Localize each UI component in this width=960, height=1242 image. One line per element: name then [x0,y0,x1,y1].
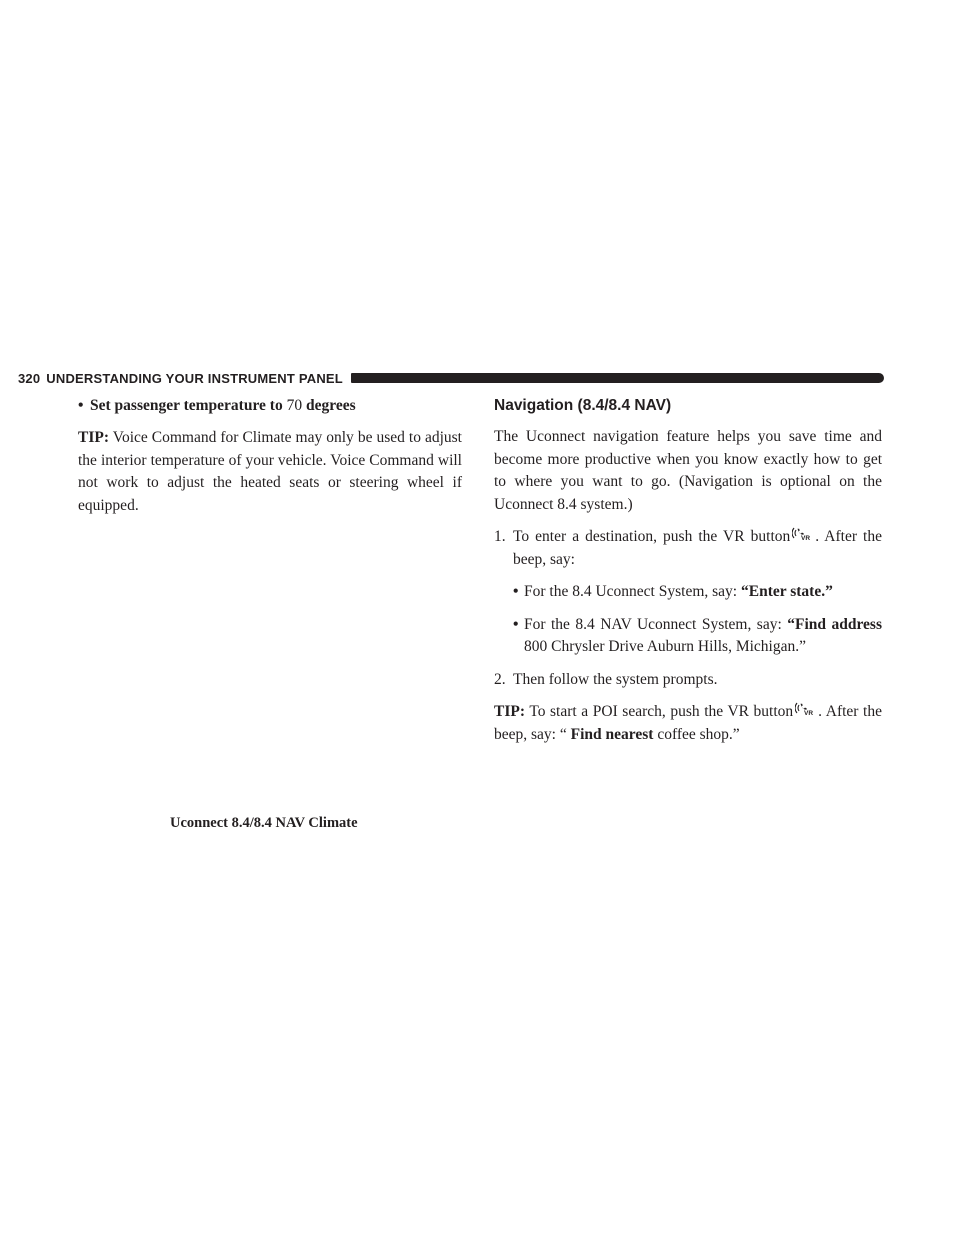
bullet-dot: • [513,615,519,633]
bullet-value: 70 [286,397,303,414]
bullet-dot: • [78,397,84,414]
right-column [494,395,882,762]
sub-bullet-text: For the 8.4 NAV Uconnect System, say: [524,615,782,633]
tip-label: TIP: [494,703,525,720]
step-1 [494,526,882,571]
tip-text-tail: . After the beep, say: “ [494,703,882,743]
section-heading: Navigation (8.4/8.4 NAV) [494,397,672,414]
vr-voice-button-icon [792,526,814,542]
step-2 [494,669,882,692]
bullet-tail: degrees [305,397,356,414]
step-text: Then follow the system prompts. [513,670,718,688]
poi-tip [494,701,882,746]
bullet-command: Set passenger temperature to [90,397,283,414]
vr-voice-button-icon [795,701,817,717]
bullet-dot: • [513,583,519,600]
header-rule [351,373,884,383]
sub-bullet-command-tail: 800 Chrysler Drive Auburn Hills, Michigan.” [524,638,806,655]
climate-command-bullet [78,395,462,417]
sub-bullet-command: “Find address [787,615,882,633]
step-text: To enter a destination, push the VR button [513,528,791,545]
sub-bullet-text: For the 8.4 Uconnect System, say: [524,583,738,600]
tip-command-tail: coffee shop.” [657,725,740,743]
sub-bullet-command: “Enter state.” [740,583,833,600]
running-head: UNDERSTANDING YOUR INSTRUMENT PANEL [46,370,343,386]
tip-text: To start a POI search, push the VR button [529,703,794,720]
tip-text: Voice Command for Climate may only be used to adjust the interior temperature of your vehicle. Voice Command will not work to adjust the heated seats or steering wheel if equipped. [78,429,462,514]
svg-text:VR: VR [801,535,811,542]
figure-caption: Uconnect 8.4/8.4 NAV Climate [170,815,358,831]
left-column [78,395,462,517]
step-text-tail: . After the beep, say: [513,528,882,568]
sub-bullet-8-4 [494,581,882,604]
navigation-intro: The Uconnect navigation feature helps you save time and become more productive when you know exactly how to get to where you want to go. (Navigation is optional on the Uconnect 8.4 system.) [494,428,882,513]
tip-label: TIP: [78,429,109,446]
climate-tip [78,427,462,517]
step-number: 2. [494,670,506,688]
svg-text:VR: VR [804,710,814,717]
page-header [18,371,884,385]
tip-command: Find nearest [570,725,654,743]
step-number: 1. [494,528,506,545]
sub-bullet-8-4-nav [494,614,882,659]
page-number: 320 [18,370,41,386]
